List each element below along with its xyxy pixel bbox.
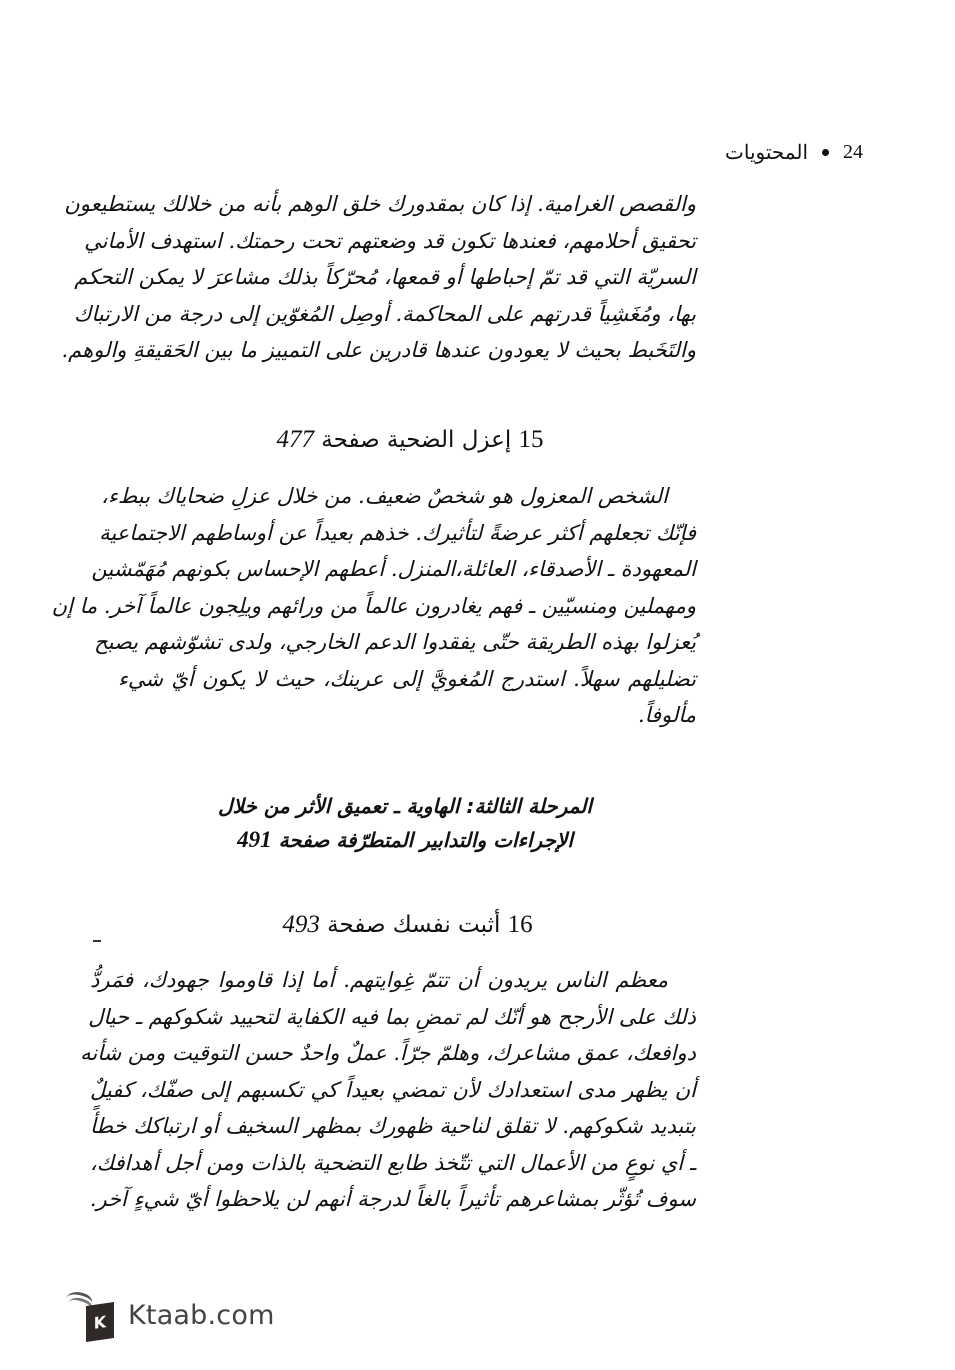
open-book-icon	[62, 1290, 118, 1340]
paragraph-line: ـ أي نوعٍ من الأعمال التي تتّخذ طابع التضحية بالذات ومن أجل أهدافك،	[90, 1150, 696, 1175]
paragraph-line: معظم الناس يريدون أن تتمّ غِوايتهم. أما إذا قاوموا جهودك، فمَردُّ	[90, 968, 668, 992]
paragraph-2	[51, 478, 696, 734]
paragraph-line: ذلك على الأرجح هو أنّك لم تمضِ بما فيه الكفاية لتحييد شكوكهم ـ حيال	[88, 1004, 696, 1029]
paragraph-line: يُعزلوا بهذه الطريقة حتّى يفقدوا الدعم الخارجي، ولدى تشوّشهم يصبح	[94, 630, 696, 654]
paragraph-line: بها، ومُغَشِياً قدرتهم على المحاكمة. أوصِل المُغوّين إلى درجة من الارتباك	[74, 301, 696, 326]
paragraph-line: المعهودة ـ الأصدقاء، العائلة،المنزل. أعطهم الإحساس بكونهم مُهَمّشين	[91, 557, 696, 581]
paragraph-line: فإنّك تجعلهم أكثر عرضةً لتأثيرك. خذهم بعيداً عن أوساطهم الاجتماعية	[99, 520, 696, 545]
paragraph-line: والقصص الغرامية. إذا كان بمقدورك خلق الوهم بأنه من خلالك يستطيعون	[64, 192, 696, 216]
logo-text: Ktaab.com	[128, 1299, 275, 1331]
paragraph-line: دوافعك، عمق مشاعرك، وهلمّ جرّاً. عملٌ واحدٌ حسن التوقيت ومن شأنه	[80, 1041, 696, 1065]
chapter-page-ref: 493	[282, 911, 320, 938]
chapter-title: إعزل الضحية صفحة	[321, 427, 512, 453]
section-title: المحتويات	[725, 142, 808, 164]
paragraph-line: تضليلهم سهلاً. استدرج المُغويَّ إلى عرينك، حيث لا يكون أيّ شيء	[118, 666, 696, 691]
paragraph-line: بتبديد شكوكهم. لا تقلق لناحية ظهورك بمظهر السخيف أو ارتباكك خطأً	[90, 1114, 696, 1138]
paragraph-line: الشخص المعزول هو شخصٌ ضعيف. من خلال عزلِ ضحاياك ببطء،	[101, 484, 668, 508]
paragraph-line: سوف تُؤثّر بمشاعرهم تأثيراً بالغاً لدرجة أنهم لن يلاحظوا أيّ شيءٍ آخر.	[89, 1187, 696, 1211]
chapter-15-heading	[265, 426, 555, 454]
paragraph-line: السريّة التي قد تمّ إحباطها أو قمعها، مُحرّكاً بذلك مشاعرَ لا يمكن التحكم	[74, 265, 696, 289]
paragraph-3	[80, 962, 696, 1218]
paragraph-line: أن يظهر مدى استعدادك لأن تمضي بعيداً كي تكسبهم إلى صفّك، كفيلٌ	[90, 1077, 696, 1102]
part-page-ref: 491	[237, 827, 272, 852]
paragraph-line: ومهملين ومنسيّين ـ فهم يغادرون عالماً من ورائهم ويلِجون عالماً آخر. ما إن	[51, 593, 696, 618]
paragraph-line: والتَخَبط بحيث لا يعودون عندها قادرين على التمييز ما بين الحَقيقةِ والوهم.	[61, 338, 696, 362]
running-header	[725, 140, 863, 165]
chapter-number: 16	[507, 911, 533, 938]
bullet-icon	[822, 149, 829, 156]
chapter-16-heading	[270, 911, 545, 939]
chapter-number: 15	[518, 426, 544, 453]
paragraph-line: تحقيق أحلامهم، فعندها تكون قد وضعتهم تحت رحمتك. استهدف الأماني	[84, 228, 696, 253]
part-heading-line-2	[195, 823, 615, 857]
part-three-heading	[195, 790, 615, 857]
paragraph-1	[61, 186, 696, 369]
paragraph-line: مألوفاً.	[637, 703, 696, 727]
logo-letter: K	[86, 1302, 114, 1342]
part-heading-text: الإجراءات والتدابير المتطرّفة صفحة	[278, 828, 573, 852]
page-number: 24	[843, 141, 863, 163]
ktaab-logo[interactable]	[62, 1290, 275, 1340]
stray-mark	[93, 940, 101, 942]
chapter-title: أثبت نفسك صفحة	[327, 912, 501, 938]
part-heading-line-1: المرحلة الثالثة: الهاوية ـ تعميق الأثر من خلال	[218, 794, 592, 818]
chapter-page-ref: 477	[276, 426, 314, 453]
